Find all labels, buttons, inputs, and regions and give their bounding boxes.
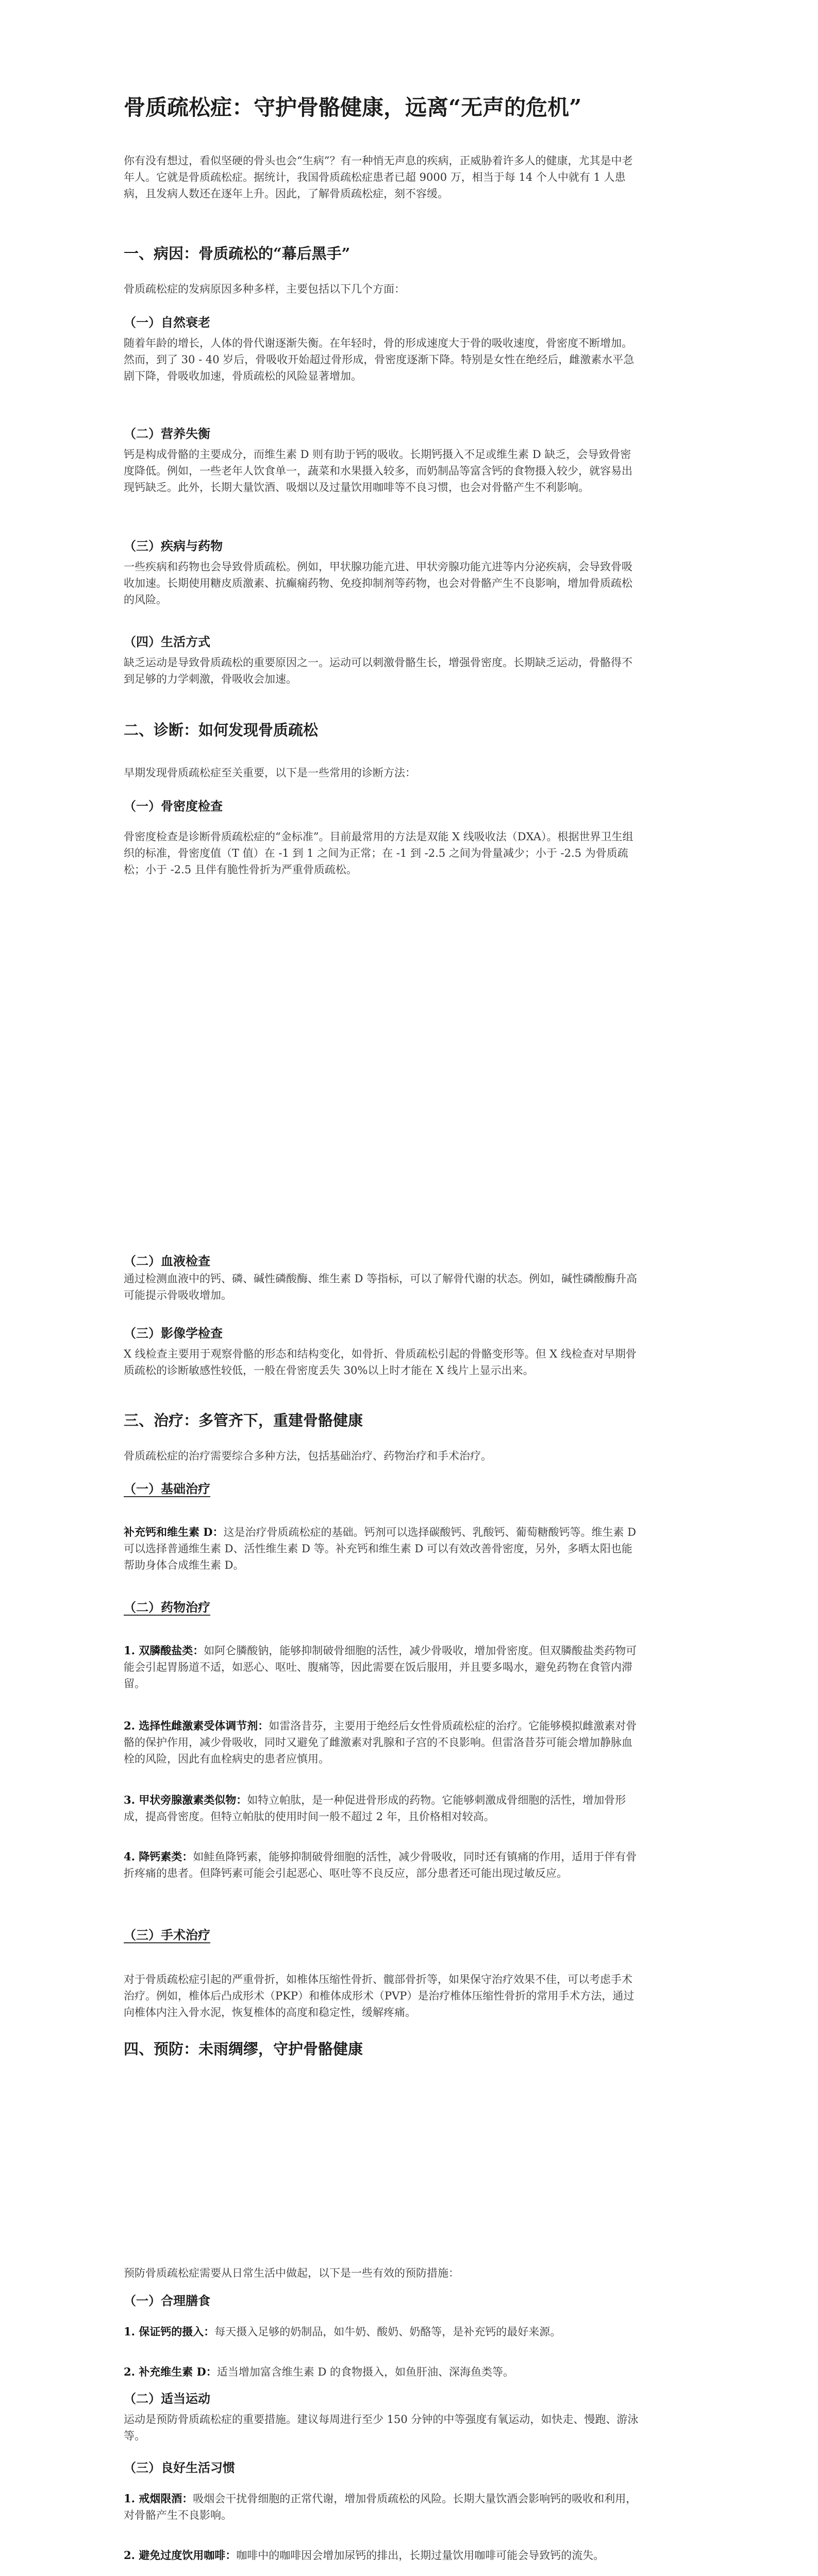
article-title: 骨质疏松症：守护骨骼健康，远离“无声的危机” xyxy=(124,95,582,120)
habit-item-label: 2. 避免过度饮用咖啡： xyxy=(124,2549,237,2562)
drug-item-label: 2. 选择性雌激素受体调节剂： xyxy=(124,1719,269,1732)
causes-lead: 骨质疏松症的发病原因多种多样，主要包括以下几个方面： xyxy=(124,283,405,295)
habit-item-label: 1. 戒烟限酒： xyxy=(124,2492,193,2505)
section-heading-diagnosis: 二、诊断：如何发现骨质疏松 xyxy=(124,721,319,739)
drug-item xyxy=(124,1718,642,1767)
diet-item-label: 1. 保证钙的摄入： xyxy=(124,2325,215,2338)
subheading-bone-density: （一）骨密度检查 xyxy=(124,799,223,814)
drug-item xyxy=(124,1642,642,1692)
lifestyle-paragraph: 缺乏运动是导致骨质疏松的重要原因之一。运动可以刺激骨骼生长，增强骨密度。长期缺乏运动，骨骼得不到足够的力学刺激，骨吸收会加速。 xyxy=(124,656,632,685)
section-heading-prevention: 四、预防：未雨绸缪，守护骨骼健康 xyxy=(124,2040,363,2058)
blood-test-paragraph: 通过检测血液中的钙、磷、碱性磷酸酶、维生素 D 等指标，可以了解骨代谢的状态。例如，碱性磷酸酶升高可能提示骨吸收增加。 xyxy=(124,1273,638,1301)
basic-treatment-heading-text: （一）基础治疗 xyxy=(124,1481,210,1496)
drug-item-text: 如鲑鱼降钙素，能够抑制破骨细胞的活性，减少骨吸收，同时还有镇痛的作用，适用于伴有骨折疼痛的患者。但降钙素可能会引起恶心、呕吐等不良反应，部分患者还可能出现过敏反应。 xyxy=(124,1851,637,1879)
drug-item-label: 1. 双膦酸盐类： xyxy=(124,1644,204,1657)
subheading-disease-drugs: （三）疾病与药物 xyxy=(124,538,223,553)
drug-item xyxy=(124,1849,642,1882)
drug-item-text: 如特立帕肽，是一种促进骨形成的药物。它能够刺激成骨细胞的活性，增加骨形成，提高骨密度。但特立帕肽的使用时间一般不超过 2 年，且价格相对较高。 xyxy=(124,1794,626,1823)
drug-treatment-heading-text: （二）药物治疗 xyxy=(124,1600,210,1615)
diet-item xyxy=(124,2324,642,2340)
diet-item-text: 每天摄入足够的奶制品，如牛奶、酸奶、奶酪等，是补充钙的最好来源。 xyxy=(214,2326,561,2338)
subheading-imaging: （三）影像学检查 xyxy=(124,1326,223,1341)
disease-drugs-paragraph: 一些疾病和药物也会导致骨质疏松。例如，甲状腺功能亢进、甲状旁腺功能亢进等内分泌疾病，会导致骨吸收加速。长期使用糖皮质激素、抗癫痫药物、免疫抑制剂等药物，也会对骨骼产生不良影响，增加骨质疏松的风险。 xyxy=(124,561,632,606)
diet-item-label: 2. 补充维生素 D： xyxy=(124,2365,217,2378)
habit-item-text: 吸烟会干扰骨细胞的正常代谢，增加骨质疏松的风险。长期大量饮酒会影响钙的吸收和利用，对骨骼产生不良影响。 xyxy=(124,2493,637,2521)
basic-treatment-label: 补充钙和维生素 D： xyxy=(124,1526,224,1538)
habit-item xyxy=(124,2490,642,2523)
drug-item-text: 如雷洛昔芬，主要用于绝经后女性骨质疏松症的治疗。它能够模拟雌激素对骨骼的保护作用，减少骨吸收，同时又避免了雌激素对乳腺和子宫的不良影响。但雷洛昔芬可能会增加静脉血栓的风险，因此有血栓病史的患者应慎用。 xyxy=(124,1720,637,1765)
subheading-exercise: （二）适当运动 xyxy=(124,2391,210,2406)
diet-item xyxy=(124,2364,642,2380)
section-heading-treatment: 三、治疗：多管齐下，重建骨骼健康 xyxy=(124,1412,363,1429)
aging-paragraph: 随着年龄的增长，人体的骨代谢逐渐失衡。在年轻时，骨的形成速度大于骨的吸收速度，骨密度不断增加。然而，到了 30 - 40 岁后，骨吸收开始超过骨形成，骨密度逐渐下降。特别是女性在绝经后，雌激素水平急剧下降，骨吸收加速，骨质疏松的风险显著增加。 xyxy=(124,337,635,382)
bone-density-paragraph: 骨密度检查是诊断骨质疏松症的“金标准”。目前最常用的方法是双能 X 线吸收法（DXA）。根据世界卫生组织的标准，骨密度值（T 值）在 -1 到 1 之间为正常；在 -1 到 -2.5 之间为骨量减少；小于 -2.5 为骨质疏松；小于 -2.5 且伴有脆性骨折为严重骨质疏松。 xyxy=(124,831,633,876)
subheading-diet: （一）合理膳食 xyxy=(124,2293,210,2308)
subheading-surgery xyxy=(124,1925,210,1943)
subheading-drug-treatment xyxy=(124,1597,210,1615)
surgery-paragraph: 对于骨质疏松症引起的严重骨折，如椎体压缩性骨折、髋部骨折等，如果保守治疗效果不佳，可以考虑手术治疗。例如，椎体后凸成形术（PKP）和椎体成形术（PVP）是治疗椎体压缩性骨折的常用手术方法，通过向椎体内注入骨水泥，恢复椎体的高度和稳定性，缓解疼痛。 xyxy=(124,1973,635,2019)
subheading-lifestyle: （四）生活方式 xyxy=(124,634,210,649)
basic-treatment-paragraph xyxy=(124,1524,642,1573)
subheading-aging: （一）自然衰老 xyxy=(124,315,210,330)
diagnosis-lead: 早期发现骨质疏松症至关重要，以下是一些常用的诊断方法： xyxy=(124,767,416,779)
treatment-lead: 骨质疏松症的治疗需要综合多种方法，包括基础治疗、药物治疗和手术治疗。 xyxy=(124,1450,492,1462)
nutrition-paragraph: 钙是构成骨骼的主要成分，而维生素 D 则有助于钙的吸收。长期钙摄入不足或维生素 D 缺乏，会导致骨密度降低。例如，一些老年人饮食单一，蔬菜和水果摄入较多，而奶制品等富含钙的食物摄入较少，就容易出现钙缺乏。此外，长期大量饮酒、吸烟以及过量饮用咖啡等不良习惯，也会对骨骼产生不利影响。 xyxy=(124,448,632,494)
drug-item-label: 4. 降钙素类： xyxy=(124,1850,193,1863)
prevention-lead: 预防骨质疏松症需要从日常生活中做起，以下是一些有效的预防措施： xyxy=(124,2267,459,2279)
section-heading-causes: 一、病因：骨质疏松的“幕后黑手” xyxy=(124,245,350,262)
subheading-habits: （三）良好生活习惯 xyxy=(124,2460,235,2475)
exercise-paragraph: 运动是预防骨质疏松症的重要措施。建议每周进行至少 150 分钟的中等强度有氧运动，如快走、慢跑、游泳等。 xyxy=(124,2413,639,2442)
diet-item-text: 适当增加富含维生素 D 的食物摄入，如鱼肝油、深海鱼类等。 xyxy=(216,2366,514,2378)
drug-item xyxy=(124,1792,642,1825)
subheading-blood-test: （二）血液检查 xyxy=(124,1253,210,1268)
habit-item-text: 咖啡中的咖啡因会增加尿钙的排出，长期过量饮用咖啡可能会导致钙的流失。 xyxy=(236,2549,605,2562)
habit-item xyxy=(124,2547,642,2564)
basic-treatment-text: 这是治疗骨质疏松症的基础。钙剂可以选择碳酸钙、乳酸钙、葡萄糖酸钙等。维生素 D 可以选择普通维生素 D、活性维生素 D 等。补充钙和维生素 D 可以有效改善骨密度，另外，多晒太阳也能帮助身体合成维生素 D。 xyxy=(124,1526,637,1571)
drug-item-text: 如阿仑膦酸钠，能够抑制破骨细胞的活性，减少骨吸收，增加骨密度。但双膦酸盐类药物可能会引起胃肠道不适，如恶心、呕吐、腹痛等，因此需要在饭后服用，并且要多喝水，避免药物在食管内滞留。 xyxy=(124,1645,637,1690)
subheading-nutrition: （二）营养失衡 xyxy=(124,426,210,441)
imaging-paragraph: X 线检查主要用于观察骨骼的形态和结构变化，如骨折、骨质疏松引起的骨骼变形等。但 X 线检查对早期骨质疏松的诊断敏感性较低，一般在骨密度丢失 30%以上时才能在 X 线片上显示出来。 xyxy=(124,1348,637,1377)
subheading-basic-treatment xyxy=(124,1479,210,1497)
surgery-heading-text: （三）手术治疗 xyxy=(124,1927,210,1942)
drug-item-label: 3. 甲状旁腺激素类似物： xyxy=(124,1793,247,1806)
intro-paragraph: 你有没有想过，看似坚硬的骨头也会“生病”？有一种悄无声息的疾病，正威胁着许多人的健康，尤其是中老年人。它就是骨质疏松症。据统计，我国骨质疏松症患者已超 9000 万，相当于每 14 个人中就有 1 人患病，且发病人数还在逐年上升。因此，了解骨质疏松症，刻不容缓。 xyxy=(124,155,633,200)
